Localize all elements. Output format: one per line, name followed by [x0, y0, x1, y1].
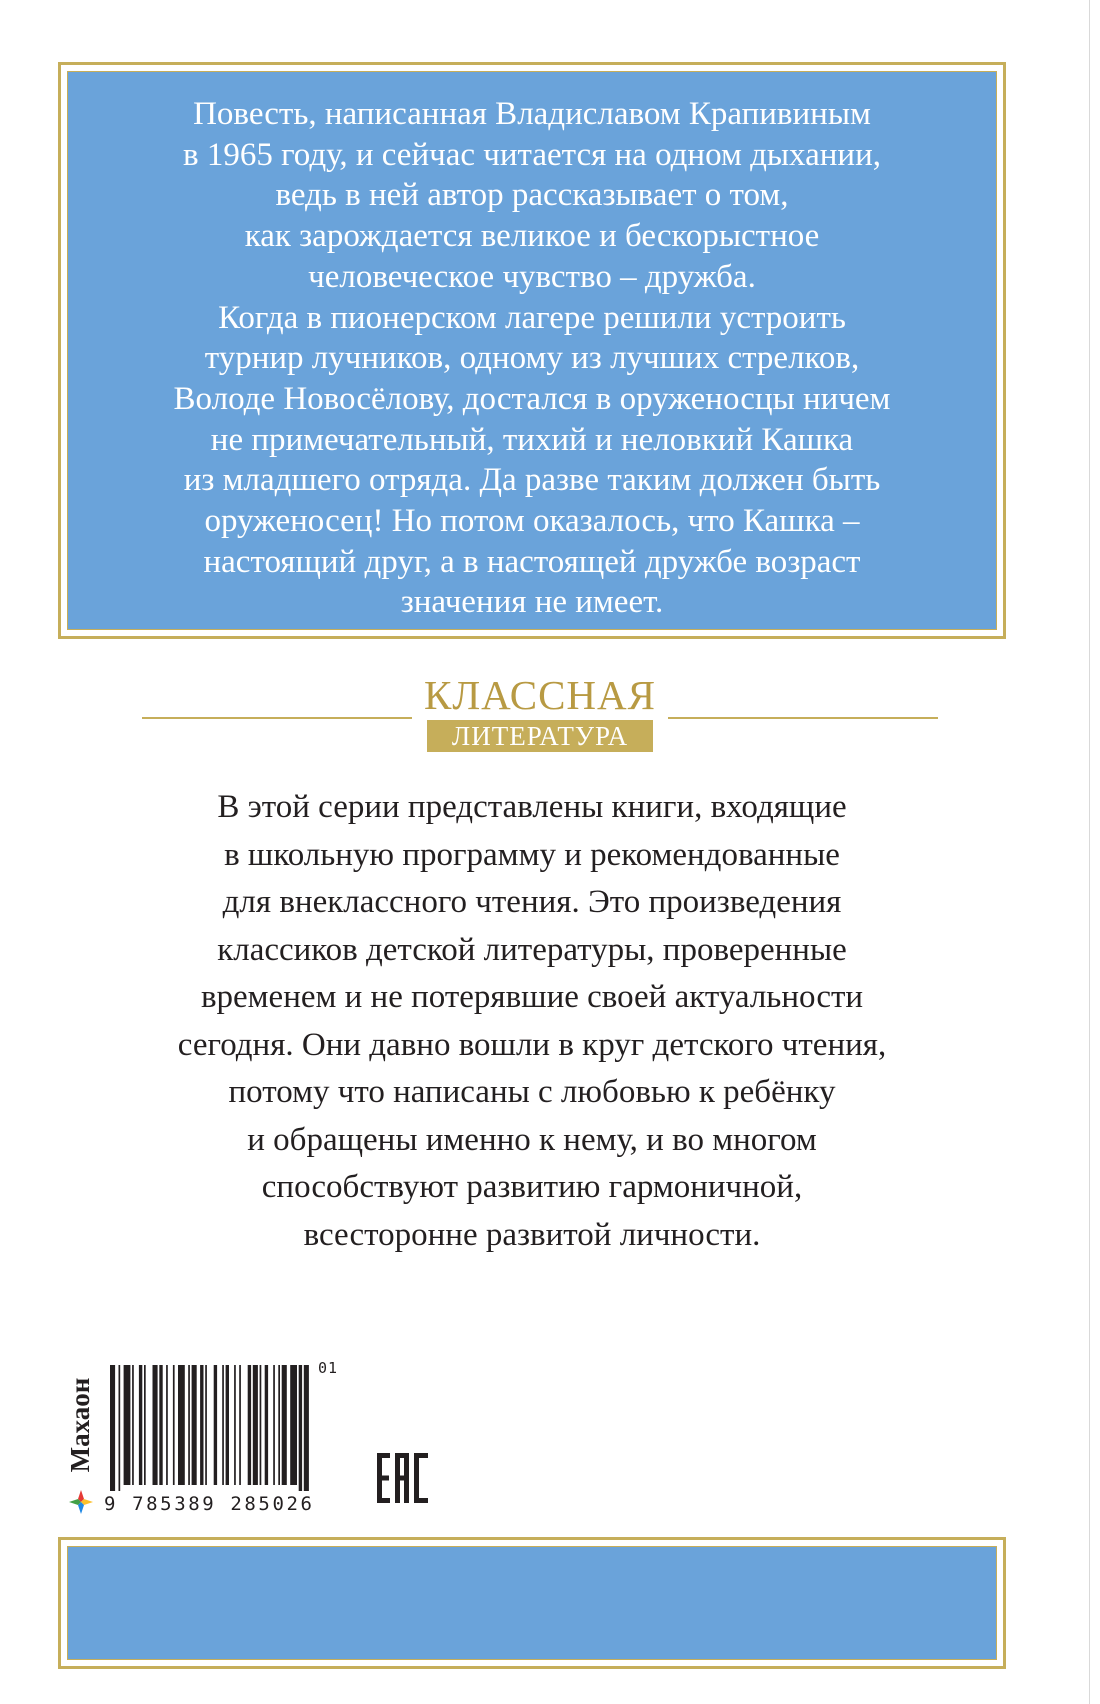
series-rule-right — [668, 717, 938, 719]
barcode-bar — [124, 1365, 131, 1485]
barcode-bar — [173, 1365, 175, 1485]
annotation-line: ведь в ней автор рассказывает о том, — [275, 177, 789, 214]
annotation-line: в 1965 году, и сейчас читается на одном дыхании, — [183, 136, 881, 173]
barcode-bar — [119, 1365, 121, 1491]
series-description-line: временем и не потерявшие своей актуальности — [200, 979, 864, 1015]
series-description-line: в школьную программу и рекомендованные — [224, 836, 840, 873]
annotation-line: не примечательный, тихий и неловкий Кашка — [210, 421, 854, 458]
barcode-bars — [104, 1365, 354, 1491]
annotation-line: как зарождается великое и бескорыстное — [244, 218, 820, 255]
barcode-bar — [299, 1365, 302, 1491]
barcode-bar — [144, 1365, 146, 1485]
series-description-line: для внеклассного чтения. Это произведения — [222, 884, 842, 920]
barcode-bar — [153, 1365, 158, 1485]
series-description-line: В этой серии представлены книги, входящие — [217, 789, 847, 825]
annotation-line: Повесть, написанная Владиславом Крапивиным — [193, 96, 871, 132]
barcode-bar — [192, 1365, 197, 1485]
barcode-digits: 9 785389 285026 — [104, 1493, 315, 1515]
annotation-panel — [58, 62, 1006, 639]
isbn-barcode — [104, 1359, 354, 1520]
barcode-bar — [159, 1365, 162, 1485]
barcode-bar — [253, 1365, 258, 1485]
series-description — [58, 784, 1006, 1259]
series-description-line: способствуют развитию гармоничной, — [261, 1169, 803, 1205]
barcode-bar — [178, 1365, 185, 1485]
barcode-bar — [273, 1365, 275, 1485]
barcode-bar — [290, 1365, 297, 1485]
series-description-line: и обращены именно к нему, и во многом — [247, 1121, 817, 1158]
barcode-bar — [214, 1365, 217, 1485]
barcode-bar — [260, 1365, 262, 1485]
eac-certification-mark — [377, 1453, 429, 1503]
spine-edge-line — [1089, 0, 1090, 1704]
publisher-star-icon — [68, 1489, 94, 1515]
barcode-bar — [222, 1365, 224, 1485]
barcode-bar — [282, 1365, 287, 1485]
series-title-top: КЛАССНАЯ — [424, 672, 656, 718]
series-description-line: потому что написаны с любовью к ребёнку — [228, 1074, 836, 1110]
barcode-bar — [188, 1365, 190, 1485]
barcode-bar — [226, 1365, 229, 1485]
series-rule-left — [142, 717, 412, 719]
barcode-bar — [278, 1365, 280, 1485]
barcode-bar — [304, 1365, 309, 1491]
series-description-line: сегодня. Они давно вошли в круг детского чтения, — [177, 1026, 887, 1063]
annotation-line: турнир лучников, одному из лучших стрелков, — [204, 340, 860, 377]
barcode-bar — [265, 1365, 268, 1485]
annotation-text — [68, 94, 996, 623]
annotation-line: Володе Новосёлову, достался в оруженосцы ничем — [173, 380, 891, 417]
annotation-line: человеческое чувство – дружба. — [308, 258, 756, 295]
annotation-line: настоящий друг, а в настоящей дружбе возраст — [203, 543, 861, 580]
barcode-bar — [200, 1365, 203, 1485]
series-logo — [142, 673, 938, 755]
annotation-line: оруженосец! Но потом оказалось, что Кашка – — [204, 503, 860, 540]
annotation-panel-fill — [67, 71, 997, 630]
barcode-bar — [234, 1365, 236, 1485]
barcode-bar — [139, 1365, 142, 1485]
publisher-logo — [66, 1367, 96, 1517]
barcode-bar — [205, 1365, 207, 1485]
barcode-bar — [239, 1365, 241, 1485]
bottom-panel — [58, 1537, 1006, 1669]
bottom-panel-fill — [67, 1546, 997, 1660]
annotation-line: значения не имеет. — [400, 584, 664, 621]
barcode-bar — [132, 1365, 134, 1485]
barcode-bar — [248, 1365, 251, 1485]
barcode-bar — [166, 1365, 168, 1485]
series-description-line: всесторонне развитой личности. — [303, 1216, 761, 1253]
series-title-bottom: ЛИТЕРАТУРА — [427, 720, 653, 752]
publisher-name: Махаон — [65, 1377, 95, 1473]
series-description-line: классиков детской литературы, проверенные — [217, 931, 847, 968]
barcode-bar — [110, 1365, 115, 1491]
annotation-line: Когда в пионерском лагере решили устроить — [218, 299, 846, 336]
annotation-line: из младшего отряда. Да разве таким должен быть — [183, 462, 881, 499]
barcode-addon: 01 — [318, 1359, 339, 1377]
